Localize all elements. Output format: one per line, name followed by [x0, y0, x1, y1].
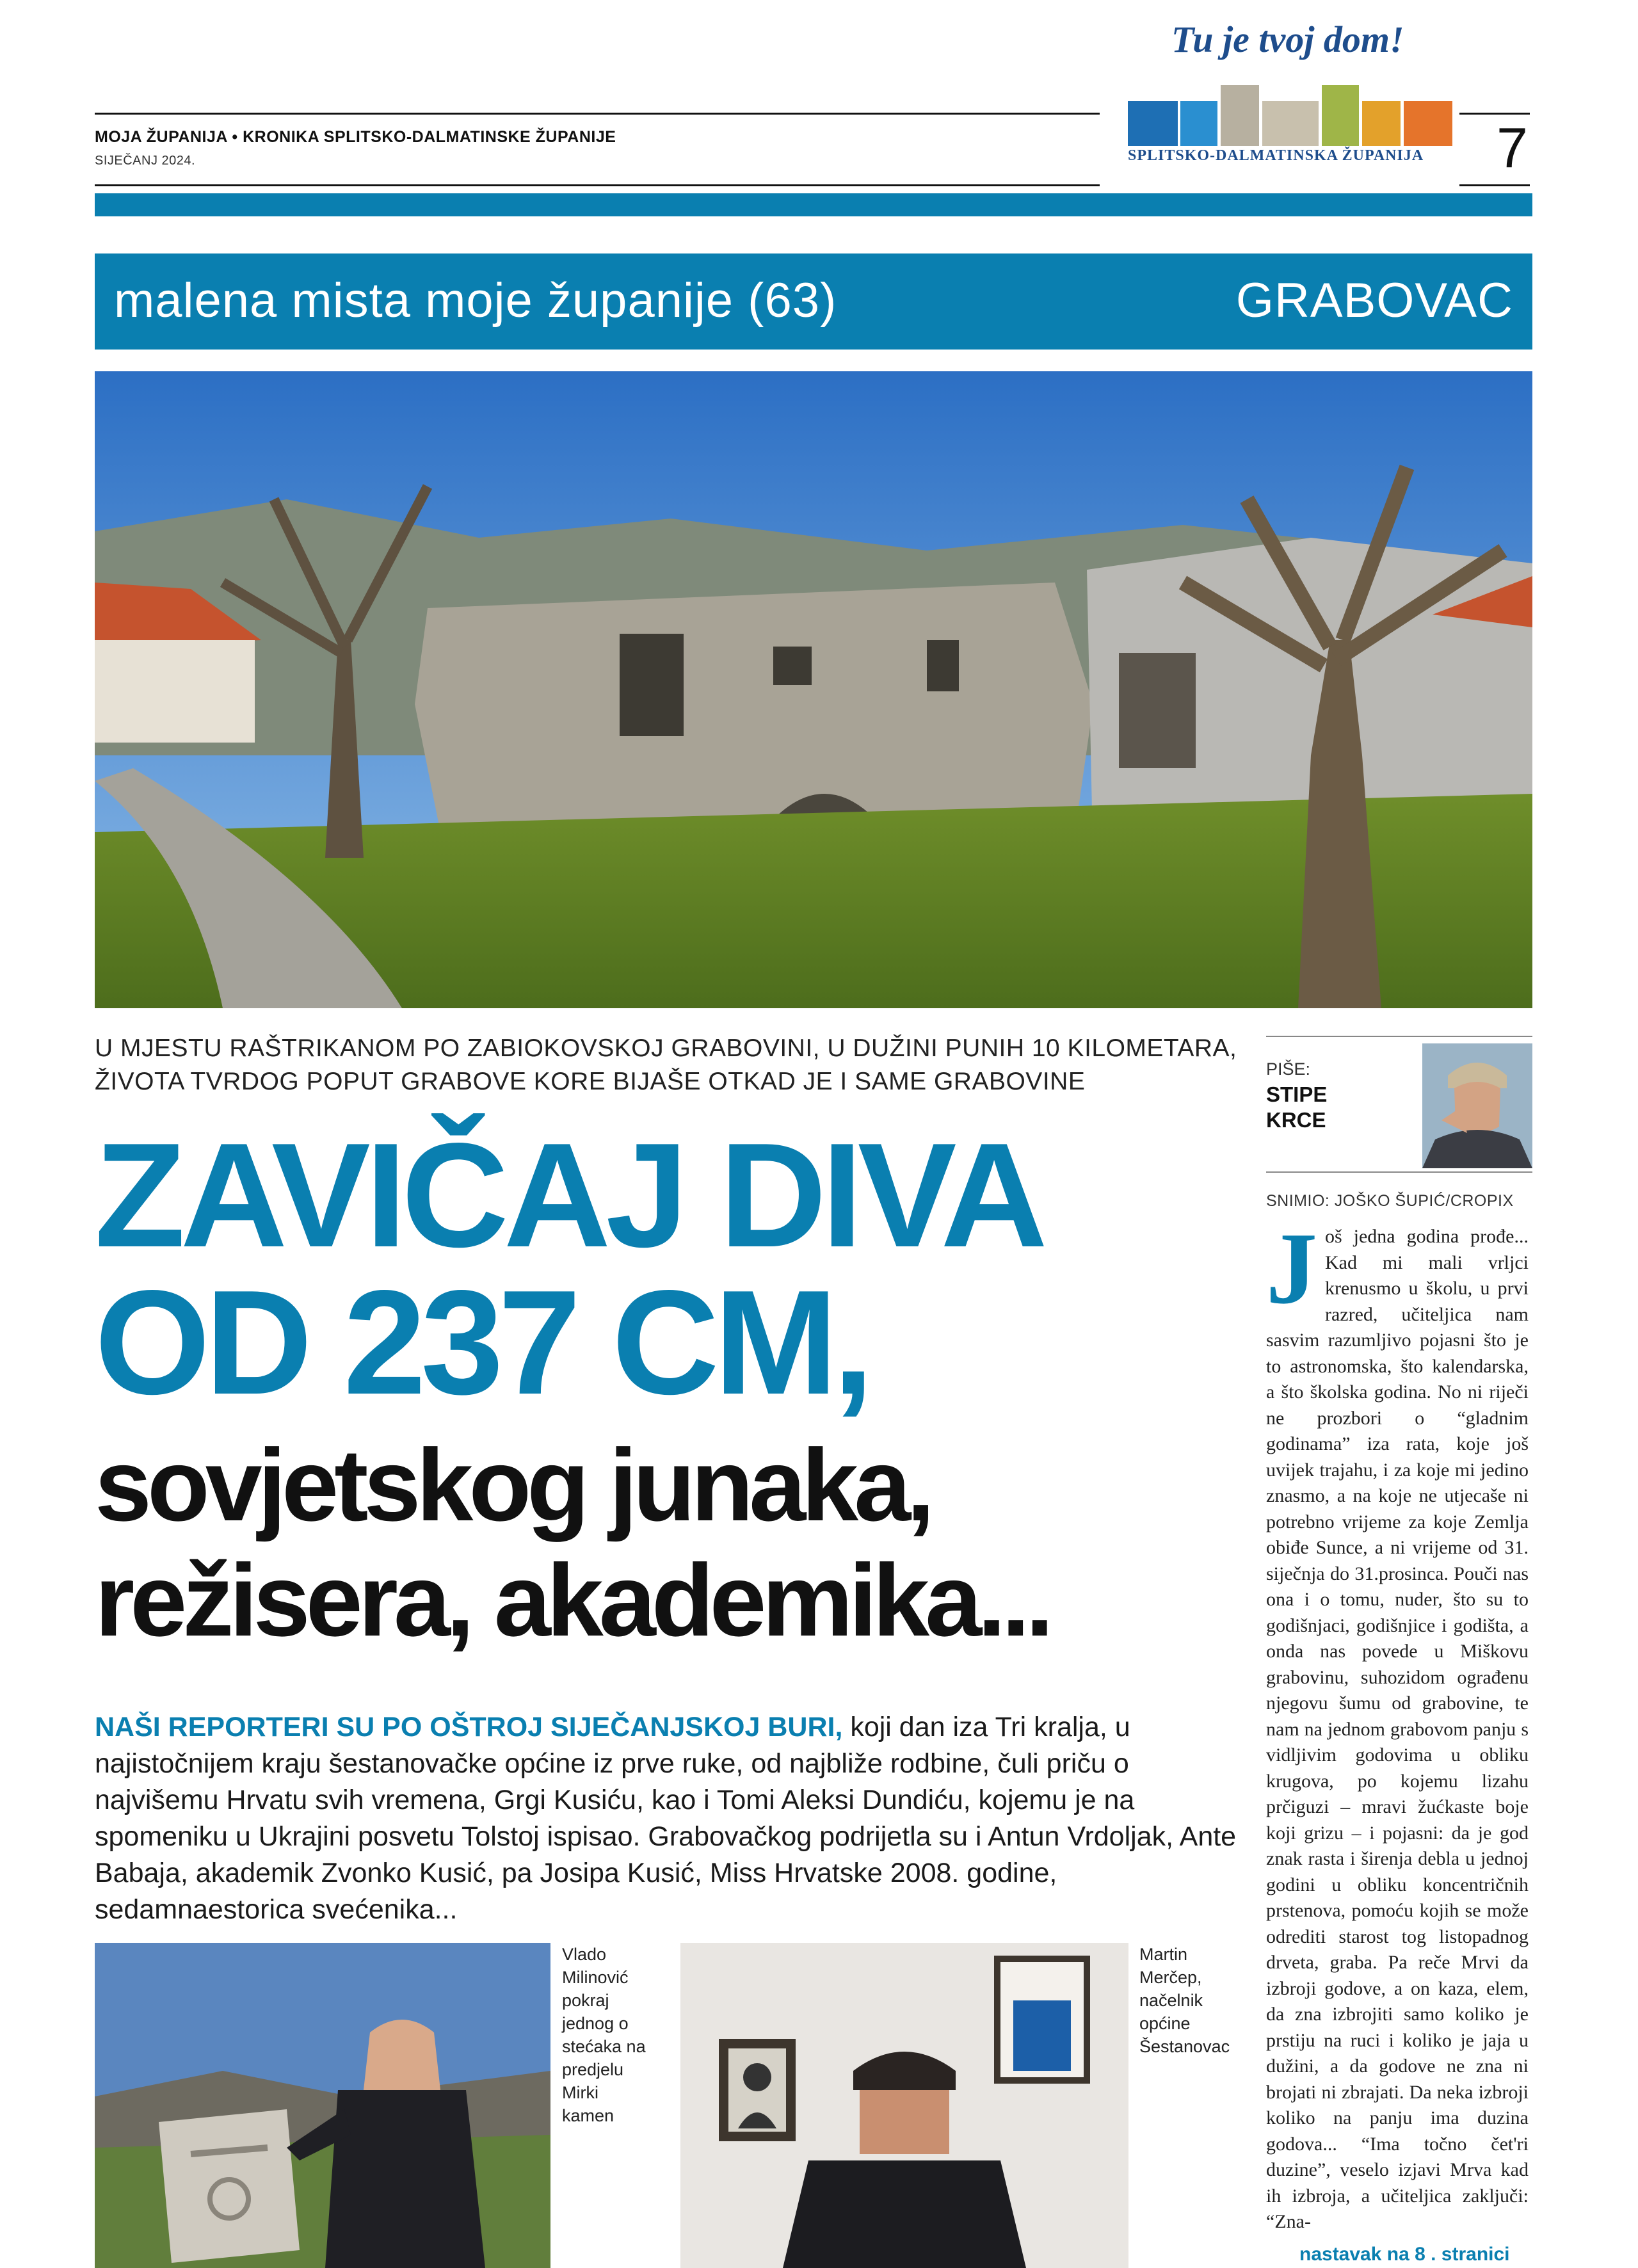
kicker-line-2: ŽIVOTA TVRDOG POPUT GRABOVE KORE BIJAŠE OTKAD JE I SAME GRABOVINE	[95, 1068, 1086, 1095]
main-photo-stone-ruins	[95, 371, 1532, 1008]
masthead-rule-right-bottom	[1459, 184, 1530, 186]
caption-1	[562, 1943, 664, 2127]
caption-2	[1139, 1943, 1255, 2058]
logo-slogan: Tu je tvoj dom!	[1171, 19, 1404, 60]
caption-1-line: predjelu	[562, 2060, 624, 2079]
headline-line-4: režisera, akademika...	[95, 1543, 1050, 1657]
masthead-rule-bottom	[95, 184, 1100, 186]
section-title: malena mista moje županije (63)	[114, 273, 837, 328]
caption-1-line: Vlado	[562, 1945, 607, 1964]
county-logo-icon	[1128, 76, 1454, 146]
author-rule-bottom	[1266, 1171, 1532, 1173]
caption-1-line: pokraj	[562, 1991, 609, 2010]
caption-2-line: općine	[1139, 2014, 1191, 2033]
headline-line-2: OD 237 CM,	[95, 1260, 869, 1426]
author-label: PIŠE:	[1266, 1059, 1311, 1079]
author-last-name: KRCE	[1266, 1108, 1326, 1132]
issue-date: SIJEČANJ 2024.	[95, 154, 196, 168]
kicker	[95, 1032, 1247, 1098]
photo-credit: SNIMIO: JOŠKO ŠUPIĆ/CROPIX	[1266, 1192, 1514, 1210]
masthead-rule-right	[1459, 113, 1530, 115]
photo-vlado-milinovic	[95, 1943, 550, 2268]
caption-1-line: Milinović	[562, 1968, 629, 1987]
author-rule	[1266, 1036, 1532, 1037]
caption-2-line: Martin	[1139, 1945, 1188, 1964]
section-bar	[95, 253, 1532, 350]
logo-name: SPLITSKO-DALMATINSKA ŽUPANIJA	[1128, 147, 1424, 164]
headline-line-1: ZAVIČAJ DIVA	[95, 1113, 1043, 1278]
caption-1-line: stećaka na	[562, 2037, 646, 2056]
caption-1-line: kamen	[562, 2106, 614, 2125]
lead-paragraph	[95, 1709, 1241, 1928]
caption-1-line: Mirki	[562, 2083, 598, 2102]
masthead-rule	[95, 113, 1100, 115]
section-place: GRABOVAC	[1235, 273, 1513, 328]
caption-2-line: Šestanovac	[1139, 2037, 1230, 2056]
caption-1-line: jednog o	[562, 2014, 629, 2033]
kicker-line-1: U MJESTU RAŠTRIKANOM PO ZABIOKOVSKOJ GRABOVINI, U DUŽINI PUNIH 10 KILOMETARA,	[95, 1034, 1237, 1062]
dropcap: J	[1266, 1211, 1317, 1325]
header-band	[95, 193, 1532, 216]
page-number: 7	[1497, 116, 1528, 179]
caption-2-line: Merčep,	[1139, 1968, 1202, 1987]
headline-line-3: sovjetskog junaka,	[95, 1428, 931, 1542]
publication-title: MOJA ŽUPANIJA • KRONIKA SPLITSKO-DALMATINSKE ŽUPANIJE	[95, 128, 616, 146]
author-portrait	[1422, 1043, 1532, 1168]
lead-text: koji dan iza Tri kralja, u najistočnijem kraju šestanovačke općine iz prve ruke, od najbliže rodbine, čuli priču o najvišemu Hrvatu svih vremena, Grgi Kusiću, kao i Tomi Aleksi Dundiću, kojemu je na spomeniku u Ukrajini posvetu Tolstoj ispisao. Grabovačkog podrijetla su i Antun Vrdoljak, Ante Babaja, akademik Zvonko Kusić, pa Josipa Kusić, Miss Hrvatske 2008. godine, sedamnaestorica svećenika...	[95, 1712, 1237, 1925]
body-paragraph: oš jedna godina prođe... Kad mi mali vrljci krenusmo u školu, u prvi razred, učiteljica nam sasvim razumljivo pojasni što je to astronomska, što kalendarska, a što školska godina. No ni riječi ne prozbori o “gladnim godinama” iza rata, koje još uvijek trajahu, i za koje mi jedino znasmo, a na koje ne utjecaše ni potrebno vrijeme za koje Zemlja obiđe Sunce, a ni vrijeme od 31. siječnja do 31.prosinca. Pouči nas ona i o tomu, nuder, što su to godišnjaci, godišnjice i godišta, a onda nas povede u Miškovu grabovinu, suhozidom ograđenu njegovu šumu od grabovine, te nam na jednom grabovom panju s vidljivim godovima u obliku krugova, po kojemu lizahu prčiguzi – mravi žućkaste boje koji grizu – i pojasni: da je god znak rasta i širenja debla u jednoj godini u obliku koncentričnih prstenova, pomoću kojih se može odrediti starost tog listopadnog drveta, graba. Pa reče Mrvi da izbroji godove, a on kaza, elem, da zna izbrojiti samo koliko je prstiju na ruci i koliko je jaja u dužini, a da godove ne zna ni brojati ni zbrajati. Da neka izbroji koliko na panju ima duzina godova... “Ima točno čet'ri duzine”, veselo izjavi Mrva kad ih izbroja, a učiteljica zaključi: “Zna-	[1266, 1226, 1529, 2232]
author-name	[1266, 1082, 1327, 1133]
author-first-name: STIPE	[1266, 1082, 1328, 1106]
body-text	[1266, 1211, 1529, 2235]
lead-highlight: NAŠI REPORTERI SU PO OŠTROJ SIJEČANJSKOJ BURI,	[95, 1712, 843, 1742]
photo-martin-mercep	[680, 1943, 1128, 2268]
continuation-link[interactable]: nastavak na 8 . stranici	[1299, 2244, 1510, 2265]
caption-2-line: načelnik	[1139, 1991, 1203, 2010]
